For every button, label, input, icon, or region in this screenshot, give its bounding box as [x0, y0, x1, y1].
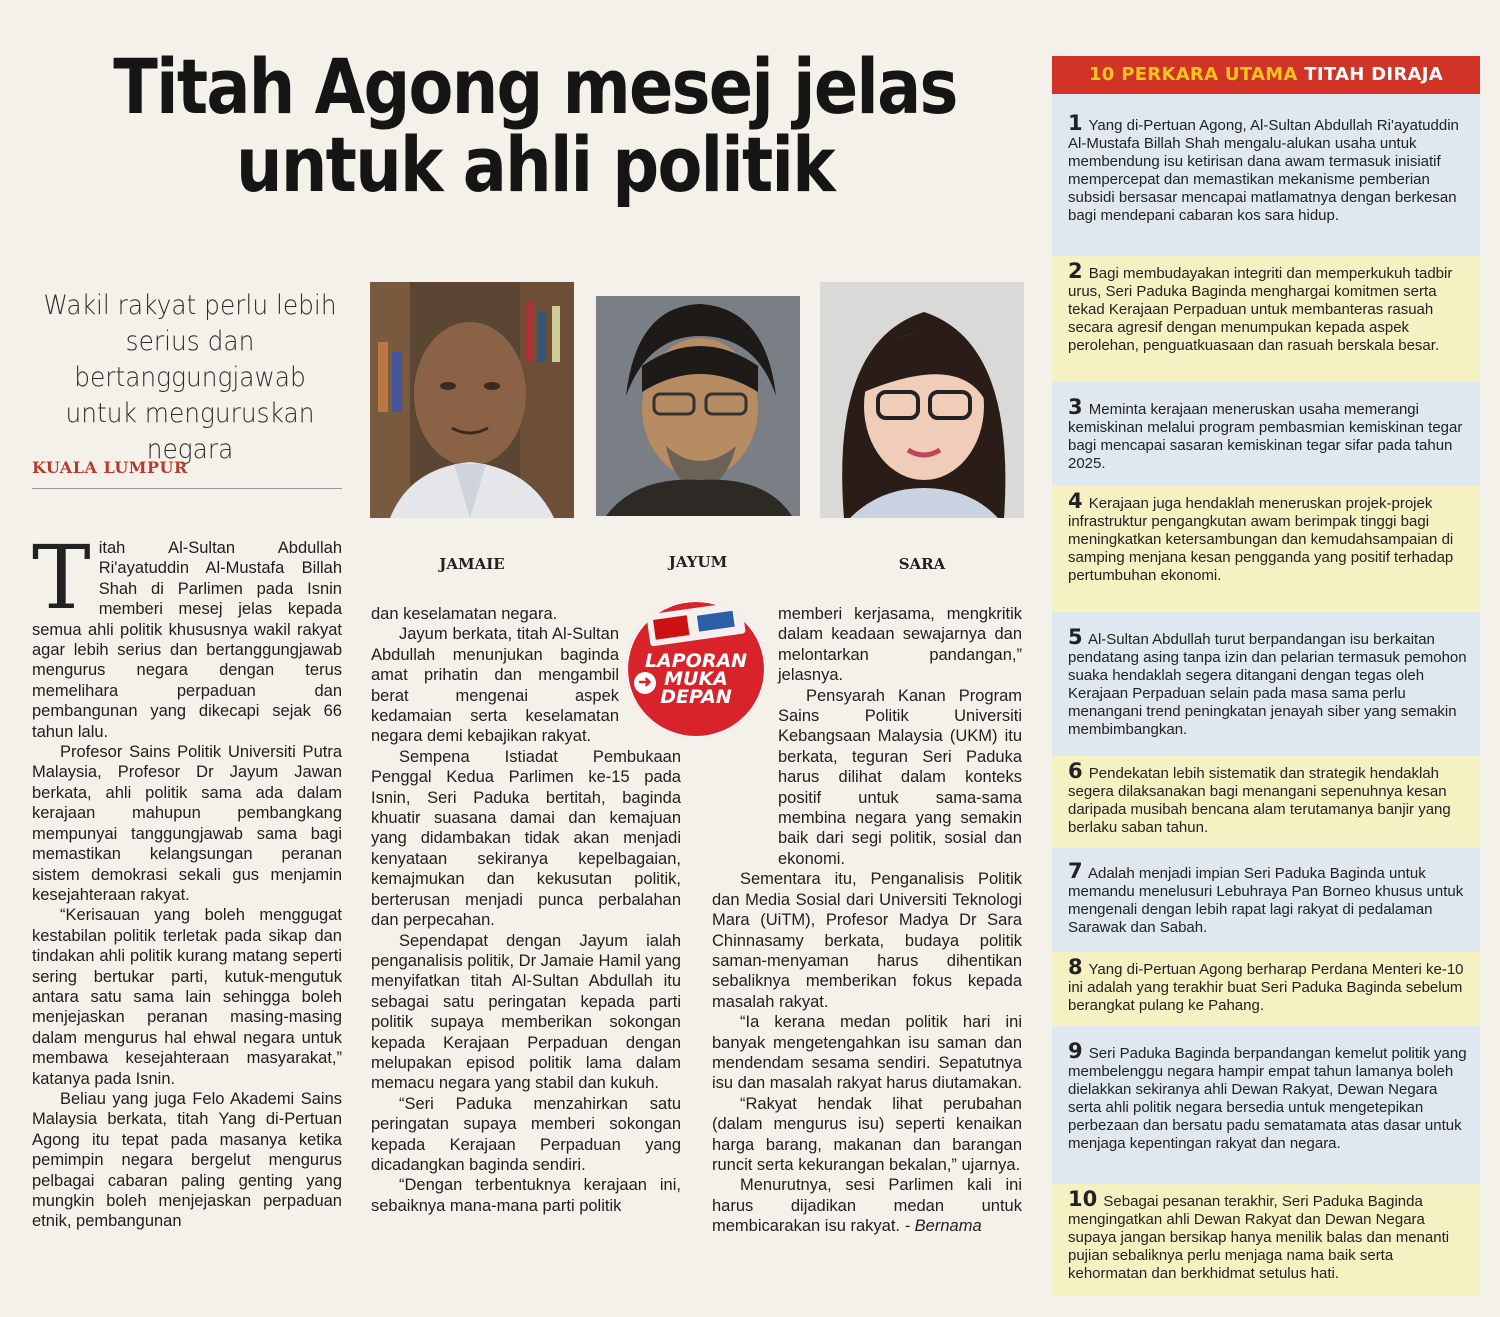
photo-jayum	[596, 296, 800, 516]
paragraph: “Kerisauan yang boleh menggugat kestabilan politik terletak pada sikap dan tindakan ahli politik kurang matang seperti sering bertukar parti, kutuk-mengutuk antara satu sama lain sehingga boleh menjejaskan peranan masing-masing dalam mengurus hal ehwal negara untuk membawa kesejahteraan masyarakat,” katanya pada Isnin.	[32, 906, 342, 1088]
item-number: 6	[1068, 759, 1083, 783]
badge-line-3: DEPAN	[660, 686, 732, 708]
paragraph: Sependapat dengan Jayum ialah penganalisis politik, Dr Jamaie Hamil yang menyifatkan titah Al-Sultan Abdullah itu sebagai satu peringatan kepada parti politik supaya memberikan sokongan kepada Kerajaan Perpaduan dengan melupakan episod politik lama dalam memacu negara yang stabil dan kukuh.	[371, 931, 681, 1093]
sidebar-item-10	[1052, 1184, 1480, 1296]
paragraph: itah Al-Sultan Abdullah Ri'ayatuddin Al-Mustafa Billah Shah di Parlimen pada Isnin memberi mesej jelas kepada semua ahli politik khususnya wakil rakyat agar lebih serius dan bertanggungjawab mengurus negara dengan terus memelihara perpaduan dan pembangunan yang dikecapi sejak 66 tahun lalu.	[32, 539, 342, 741]
paragraph: “Ia kerana medan politik hari ini banyak mengetengahkan isu saman dan mendendam sesama sendiri. Sepatutnya isu dan masalah rakyat harus diutamakan.	[712, 1013, 1023, 1093]
newspaper-thumbnail-icon	[646, 601, 746, 646]
sidebar-item-9	[1052, 1036, 1480, 1157]
sidebar-item-7	[1052, 856, 1480, 941]
item-text: Yang di-Pertuan Agong berharap Perdana Menteri ke-10 ini adalah yang terakhir buat Seri Paduka Baginda sebelum berangkat pulang ke Pahang.	[1068, 961, 1464, 1014]
item-number: 2	[1068, 259, 1083, 283]
item-number: 9	[1068, 1039, 1083, 1063]
dropcap: T	[32, 526, 91, 629]
paragraph: Beliau yang juga Felo Akademi Sains Malaysia berkata, titah Yang di-Pertuan Agong itu tepat pada masanya ketika pemimpin negara bergelut mengurus pelbagai cabaran paling genting yang mungkin boleh menjejaskan perpaduan etnik, pembangunan	[32, 1089, 342, 1231]
item-number: 3	[1068, 395, 1083, 419]
item-text: Meminta kerajaan meneruskan usaha memerangi kemiskinan melalui program pembasmian kemiskinan tegar bagi mencapai sasaran kemiskinan tegar sifar pada tahun 2025.	[1068, 401, 1463, 472]
article-column-1	[32, 526, 342, 1232]
sidebar-item-5	[1052, 622, 1480, 743]
item-text: Seri Paduka Baginda berpandangan kemelut politik yang membelenggu negara hampir empat tahun lamanya boleh dielakkan sekiranya ahli Dewan Rakyat, Dewan Negara serta ahli politik negara bersedia untuk mengetepikan perbezaan dan bersatu padu sematamata atas dasar untuk menjaga kepentingan rakyat dan negara.	[1068, 1045, 1467, 1152]
source-credit: - Bernama	[904, 1217, 982, 1236]
item-number: 1	[1068, 111, 1083, 135]
paragraph: Sementara itu, Penganalisis Politik dan Media Sosial dari Universiti Teknologi Mara (UiTM), Profesor Madya Dr Sara Chinnasamy berkata, budaya politik saman-menyaman harus dihentikan sebaliknya memberikan fokus kepada masalah rakyat.	[712, 870, 1022, 1011]
arrow-icon: ➜	[634, 672, 656, 694]
item-text: Al-Sultan Abdullah turut berpandangan isu berkaitan pendatang asing tanpa izin dan pelarian termasuk pemohon suaka hendaklah segera ditangani dengan tegas oleh Kerajaan Perpaduan selain pada masa sama perlu menangani trend peningkatan jenayah siber yang semakin membimbangkan.	[1068, 631, 1467, 738]
sidebar-ten-points	[1052, 56, 1480, 1296]
paragraph	[712, 1175, 1022, 1236]
sidebar-item-3	[1052, 392, 1480, 477]
divider	[32, 488, 342, 489]
item-text: Bagi membudayakan integriti dan memperkukuh tadbir urus, Seri Paduka Baginda menghargai komitmen serta tekad Kerajaan Perpaduan untuk membanteras rasuah secara agresif dengan menumpukan kepada aspek perolehan, penguatkuasaan dan rasuah berskala besar.	[1068, 265, 1453, 354]
sidebar-item-4	[1052, 486, 1480, 612]
sidebar-title-highlight: 10 PERKARA UTAMA	[1088, 64, 1298, 85]
badge-line-1: LAPORAN	[644, 650, 748, 672]
caption-jamaie: JAMAIE	[439, 555, 505, 573]
sidebar-item-2	[1052, 256, 1480, 382]
headline-line-1: Titah Agong mesej jelas	[113, 42, 957, 131]
caption-jayum: JAYUM	[668, 553, 728, 571]
dateline: KUALA LUMPUR	[32, 458, 188, 477]
item-number: 7	[1068, 859, 1083, 883]
item-number: 10	[1068, 1187, 1098, 1211]
sidebar-item-6	[1052, 756, 1480, 848]
paragraph: dan keselamatan negara.	[371, 605, 558, 623]
laporan-muka-depan-badge	[626, 600, 766, 738]
photo-sara	[820, 282, 1024, 518]
paragraph: Pensyarah Kanan Program Sains Politik Universiti Kebangsaan Malaysia (UKM) itu berkata, teguran Seri Paduka harus dilihat dalam konteks positif untuk sama-sama membina negara yang semakin baik dari segi politik, sosial dan ekonomi.	[778, 686, 1022, 868]
item-text: Yang di-Pertuan Agong, Al-Sultan Abdullah Ri'ayatuddin Al-Mustafa Billah Shah mengalu-alukan usaha untuk membendung isu ketirisan dana awam termasuk inisiatif mempercepat dan memastikan mekanisme pemberian subsidi bersasar mencapai matlamatnya dengan berkesan bagi mendepani cabaran kos sara hidup.	[1068, 117, 1459, 224]
subheadline: Wakil rakyat perlu lebih serius dan bertanggungjawab untuk menguruskan negara	[43, 290, 337, 465]
photo-jamaie	[370, 282, 574, 518]
item-text: Sebagai pesanan terakhir, Seri Paduka Baginda mengingatkan ahli Dewan Rakyat dan Dewan Negara supaya jangan bersikap hanya menilik balas dan menanti pujian sebaliknya perlu menjaga nama baik serta kehormatan dan berkhidmat setulus hati.	[1068, 1193, 1450, 1282]
paragraph: “Seri Paduka menzahirkan satu peringatan supaya memberi sokongan kepada Kerajaan Perpaduan yang dicadangkan baginda sendiri.	[371, 1094, 681, 1174]
paragraph: memberi kerjasama, mengkritik dalam keadaan sewajarnya dan melontarkan pandangan,” jelasnya.	[778, 605, 1022, 685]
headline-line-2: untuk ahli politik	[236, 120, 834, 209]
paragraph: Profesor Sains Politik Universiti Putra Malaysia, Profesor Dr Jayum Jawan berkata, ahli politik sama ada dalam kerajaan mahupun pembangkang mempunyai tanggungjawab sama bagi memastikan kelangsungan peranan sistem demokrasi sekali gus menjamin kesejahteraan rakyat.	[32, 743, 342, 904]
badge-line-2: MUKA	[664, 668, 728, 690]
paragraph: Sempena Istiadat Pembukaan Penggal Kedua Parlimen ke-15 pada Isnin, Seri Paduka bertitah, baginda khuatir suasana damai dan kemajuan yang didambakan tidak akan menjadi kenyataan sekiranya kepelbagaian, kemajmukan dan kekusutan politik, berterusan menjadi punca perbalahan dan perpecahan.	[371, 747, 681, 930]
caption-sara: SARA	[898, 555, 946, 573]
closing-sentence: Menurutnya, sesi Parlimen kali ini harus dijadikan medan untuk membicarakan isu rakyat.	[712, 1176, 1022, 1236]
item-number: 4	[1068, 489, 1083, 513]
badge-text	[626, 652, 766, 706]
item-text: Adalah menjadi impian Seri Paduka Baginda untuk memandu menelusuri Lebuhraya Pan Borneo khusus untuk mengenali dengan lebih rapat lagi rakyat di pedalaman Sarawak dan Sabah.	[1068, 865, 1464, 936]
sidebar-item-8	[1052, 952, 1480, 1026]
sidebar-title	[1052, 56, 1480, 94]
paragraph: Jayum berkata, titah Al-Sultan Abdullah menunjukan baginda amat prihatin dan mengambil berat mengenai aspek kedamaian serta keselamatan negara demi kebajikan rakyat.	[371, 625, 619, 746]
sidebar-item-1	[1052, 108, 1480, 229]
sidebar-title-rest: TITAH DIRAJA	[1304, 64, 1444, 85]
item-text: Kerajaan juga hendaklah meneruskan projek-projek infrastruktur pengangkutan awam berimpak tinggi bagi meningkatkan ketersambungan dan kemudahsampaian di samping menjana kesan pengganda yang positif terhadap pertumbuhan ekonomi.	[1068, 495, 1454, 584]
headline	[101, 42, 970, 209]
item-number: 5	[1068, 625, 1083, 649]
item-text: Pendekatan lebih sistematik dan strategik hendaklah segera dilaksanakan bagi menangani sepenuhnya kesan daripada musibah bencana alam terutamanya banjir yang berlaku saban tahun.	[1068, 765, 1451, 836]
paragraph: “Dengan terbentuknya kerajaan ini, sebaiknya mana-mana parti politik	[371, 1176, 681, 1215]
item-number: 8	[1068, 955, 1083, 979]
paragraph: “Rakyat hendak lihat perubahan (dalam mengurus isu) seperti kenaikan harga barang, makanan dan barangan runcit serta kekurangan bekalan,” ujarnya.	[712, 1094, 1022, 1174]
